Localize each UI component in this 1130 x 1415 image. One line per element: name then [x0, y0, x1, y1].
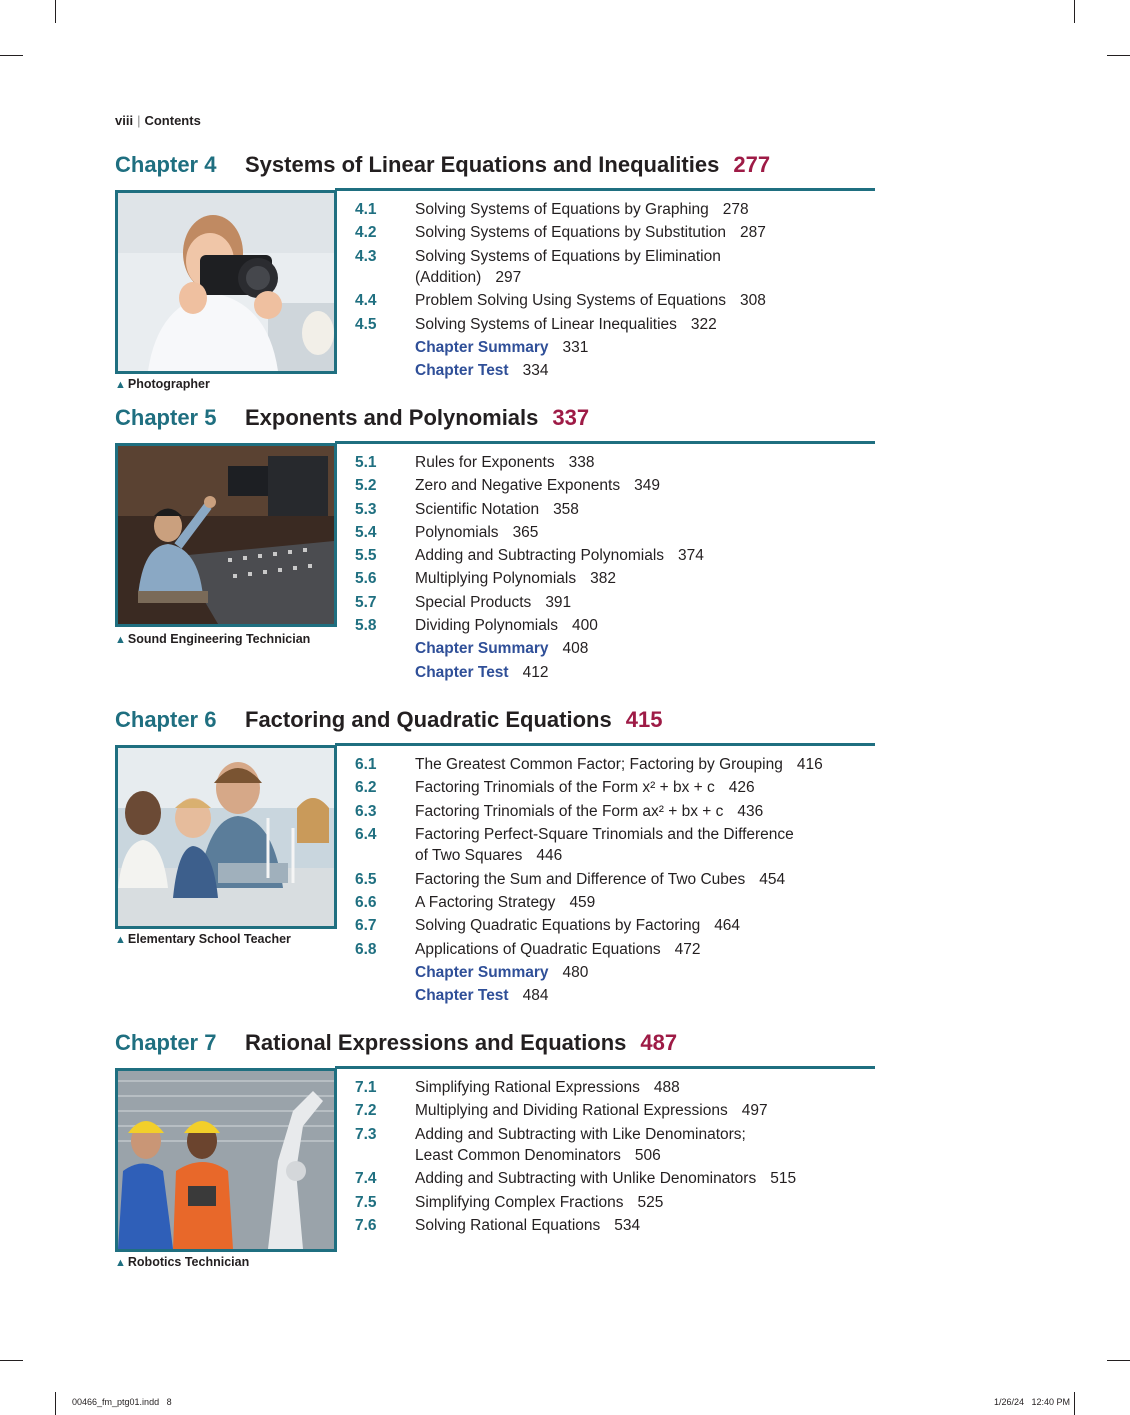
crop-mark: [55, 1392, 56, 1415]
list-item: 7.2 Multiplying and Dividing Rational Expressions 497: [355, 1102, 768, 1120]
page-number: viii: [115, 113, 134, 128]
list-item: 6.7 Solving Quadratic Equations by Factoring 464: [355, 917, 741, 935]
list-item: 6.1 The Greatest Common Factor; Factoring by Grouping 416: [355, 756, 823, 773]
chapter-7: [115, 1030, 875, 1269]
chapter-summary-item: Chapter Summary 408: [415, 640, 589, 658]
list-item: 5.5 Adding and Subtracting Polynomials 374: [355, 547, 704, 565]
chapter-title: Rational Expressions and Equations 487: [245, 1030, 678, 1055]
list-item: 5.6 Multiplying Polynomials 382: [355, 570, 616, 588]
list-item: 4.3 Solving Systems of Equations by Elimination (Addition) 297: [355, 247, 721, 287]
list-item: 7.6 Solving Rational Equations 534: [355, 1216, 641, 1234]
chapter-photo: [115, 1068, 337, 1252]
chapter-photo: [115, 443, 337, 627]
chapter-test-item: Chapter Test 484: [415, 987, 549, 1005]
list-item: 6.6 A Factoring Strategy 459: [355, 893, 596, 911]
list-item: 5.7 Special Products 391: [355, 593, 572, 611]
running-head-title: Contents: [144, 113, 201, 128]
chapter-rule: [335, 1066, 875, 1069]
chapter-4: [115, 152, 875, 391]
crop-mark: [1074, 0, 1075, 23]
chapter-page: 277: [733, 152, 771, 177]
list-item: 7.4 Adding and Subtracting with Unlike Denominators 515: [355, 1170, 797, 1188]
list-item: 5.2 Zero and Negative Exponents 349: [355, 477, 660, 495]
triangle-icon: ▲: [115, 634, 126, 646]
chapter-heading: [115, 405, 875, 437]
chapter-summary-item: Chapter Summary 331: [415, 338, 589, 356]
chapter-number: Chapter 4: [115, 152, 217, 177]
photo-caption: ▲ Sound Engineering Technician: [115, 632, 311, 646]
list-item: 5.8 Dividing Polynomials 400: [355, 617, 598, 635]
slug-file: 00466_fm_ptg01.indd 8: [72, 1397, 172, 1407]
chapter-heading: [115, 1030, 875, 1062]
chapter-5: [115, 405, 875, 681]
slug-date: 1/26/24 12:40 PM: [993, 1397, 1070, 1407]
running-head: viii | Contents: [115, 113, 201, 128]
list-item: 6.4 Factoring Perfect-Square Trinomials and the Difference of Two Squares 446: [355, 825, 794, 865]
list-item: 6.8 Applications of Quadratic Equations 472: [355, 940, 701, 958]
chapter-test-item: Chapter Test 334: [415, 362, 549, 380]
list-item: 6.2 Factoring Trinomials of the Form x² + bx + c 426: [355, 779, 755, 797]
crop-mark: [0, 1360, 23, 1361]
chapter-summary-item: Chapter Summary 480: [415, 963, 589, 981]
chapter-rule: [335, 441, 875, 444]
chapter-title: Exponents and Polynomials 337: [245, 405, 590, 430]
list-item: 4.1 Solving Systems of Equations by Graphing 278: [355, 201, 749, 218]
crop-mark: [0, 55, 23, 56]
list-item: 6.5 Factoring the Sum and Difference of Two Cubes 454: [355, 870, 786, 888]
list-item: 4.2 Solving Systems of Equations by Substitution 287: [355, 224, 766, 242]
section-list: [355, 452, 875, 685]
crop-mark: [1107, 1360, 1130, 1361]
triangle-icon: ▲: [115, 379, 126, 391]
chapter-test-item: Chapter Test 412: [415, 663, 549, 681]
chapter-rule: [335, 743, 875, 746]
triangle-icon: ▲: [115, 934, 126, 946]
list-item: 7.1 Simplifying Rational Expressions 488: [355, 1079, 680, 1096]
crop-mark: [1107, 55, 1130, 56]
triangle-icon: ▲: [115, 1257, 126, 1269]
list-item: 5.4 Polynomials 365: [355, 523, 539, 541]
photo-caption: ▲ Elementary School Teacher: [115, 932, 291, 946]
chapter-title: Systems of Linear Equations and Inequalities 277: [245, 152, 771, 177]
chapter-6: [115, 707, 875, 1005]
chapter-number: Chapter 7: [115, 1030, 217, 1055]
chapter-page: 487: [640, 1030, 678, 1055]
chapter-number: Chapter 5: [115, 405, 217, 430]
list-item: 7.5 Simplifying Complex Fractions 525: [355, 1193, 664, 1211]
crop-mark: [1074, 1392, 1075, 1415]
chapter-rule: [335, 188, 875, 191]
chapter-photo: [115, 745, 337, 929]
chapter-heading: [115, 707, 875, 739]
photo-caption: ▲ Photographer: [115, 377, 210, 391]
list-item: 5.1 Rules for Exponents 338: [355, 454, 595, 471]
list-item: 5.3 Scientific Notation 358: [355, 500, 579, 518]
chapter-title: Factoring and Quadratic Equations 415: [245, 707, 663, 732]
list-item: 6.3 Factoring Trinomials of the Form ax² + bx + c 436: [355, 802, 764, 820]
chapter-heading: [115, 152, 875, 184]
crop-mark: [55, 0, 56, 23]
chapter-photo: [115, 190, 337, 374]
chapter-number: Chapter 6: [115, 707, 217, 732]
section-list: [355, 754, 875, 1008]
list-item: 4.5 Solving Systems of Linear Inequalities 322: [355, 315, 717, 333]
section-list: [355, 199, 875, 384]
chapter-page: 415: [625, 707, 663, 732]
list-item: 7.3 Adding and Subtracting with Like Denominators; Least Common Denominators 506: [355, 1125, 746, 1165]
photo-caption: ▲ Robotics Technician: [115, 1255, 250, 1269]
list-item: 4.4 Problem Solving Using Systems of Equations 308: [355, 292, 766, 310]
chapter-page: 337: [552, 405, 590, 430]
section-list: [355, 1077, 875, 1238]
